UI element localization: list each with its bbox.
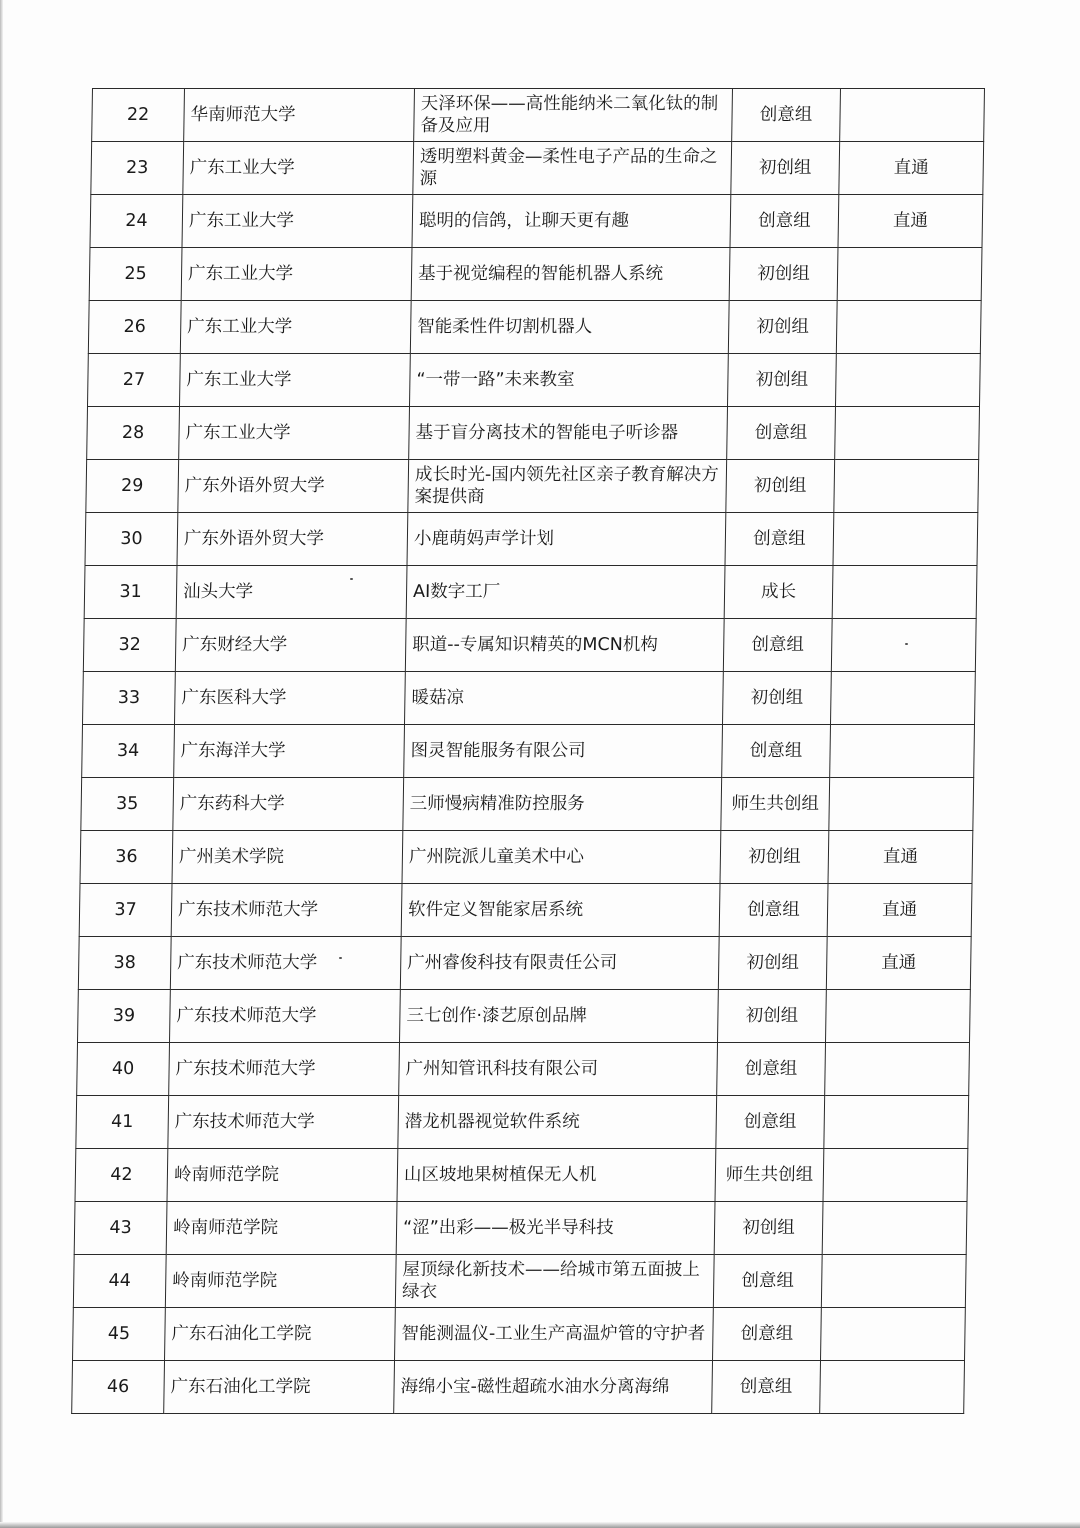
table-row: [78, 937, 971, 990]
row-number: 25: [89, 248, 182, 301]
project-name: 潜龙机器视觉软件系统: [398, 1096, 717, 1149]
school-name: 广州美术学院: [172, 831, 403, 884]
table-row: [81, 778, 974, 831]
table-row: [86, 460, 979, 513]
project-name: 天泽环保——高性能纳米二氧化钛的制备及应用: [414, 89, 733, 142]
row-number: 46: [72, 1361, 165, 1414]
table-row: [82, 725, 975, 778]
remark: [823, 1149, 968, 1202]
project-name: 屋顶绿化新技术——给城市第五面披上绿衣: [395, 1255, 714, 1308]
remark: [829, 778, 974, 831]
table-row: [73, 1255, 966, 1308]
school-name: 广东工业大学: [179, 407, 410, 460]
remark: [820, 1361, 965, 1414]
project-name: 软件定义智能家居系统: [401, 884, 720, 937]
remark: 直通: [826, 937, 971, 990]
remark: [836, 301, 981, 354]
school-name: 广东海洋大学: [174, 725, 405, 778]
remark: [831, 672, 976, 725]
school-name: 广东石油化工学院: [165, 1308, 396, 1361]
school-name: 广东石油化工学院: [164, 1361, 395, 1414]
group-category: 初创组: [720, 831, 829, 884]
group-category: 初创组: [718, 990, 827, 1043]
row-number: 43: [74, 1202, 167, 1255]
project-name: 广州睿俊科技有限责任公司: [400, 937, 719, 990]
project-name: 暖菇凉: [405, 672, 724, 725]
school-name: 广东技术师范大学: [170, 990, 401, 1043]
group-category: 创意组: [730, 195, 839, 248]
project-name: AI数字工厂: [406, 566, 725, 619]
row-number: 30: [85, 513, 178, 566]
table-row: [85, 513, 978, 566]
school-name: 广东医科大学: [175, 672, 406, 725]
school-name: 广东技术师范大学: [169, 1043, 400, 1096]
table-row: [91, 142, 984, 195]
table-row: [90, 195, 983, 248]
table-row: [77, 1043, 970, 1096]
group-category: 创意组: [725, 513, 834, 566]
remark: 直通: [828, 831, 973, 884]
remark: [832, 566, 977, 619]
group-category: 初创组: [726, 460, 835, 513]
scan-shadow-left: [0, 0, 3, 1528]
project-list-table: [71, 88, 985, 1414]
row-number: 39: [78, 990, 171, 1043]
row-number: 31: [84, 566, 177, 619]
group-category: 创意组: [716, 1096, 825, 1149]
remark: [822, 1202, 967, 1255]
remark: [835, 354, 980, 407]
school-name: 华南师范大学: [184, 89, 415, 142]
project-name: 广州院派儿童美术中心: [402, 831, 721, 884]
table-row: [79, 884, 972, 937]
group-category: 初创组: [728, 301, 837, 354]
row-number: 34: [82, 725, 175, 778]
project-name: 小鹿萌妈声学计划: [407, 513, 726, 566]
project-name: 海绵小宝-磁性超疏水油水分离海绵: [394, 1361, 713, 1414]
project-name: 透明塑料黄金—柔性电子产品的生命之源: [413, 142, 732, 195]
row-number: 41: [76, 1096, 169, 1149]
group-category: 创意组: [713, 1255, 822, 1308]
project-name: 三七创作·漆艺原创品牌: [400, 990, 719, 1043]
school-name: 广东技术师范大学: [171, 884, 402, 937]
school-name: 广东工业大学: [183, 142, 414, 195]
group-category: 初创组: [723, 672, 832, 725]
row-number: 29: [86, 460, 179, 513]
table-row: [87, 407, 980, 460]
project-name: 智能柔性件切割机器人: [410, 301, 729, 354]
project-name: 山区坡地果树植保无人机: [397, 1149, 716, 1202]
project-name: “涩”出彩——极光半导科技: [396, 1202, 715, 1255]
table-row: [76, 1096, 969, 1149]
group-category: 创意组: [713, 1308, 822, 1361]
table-row: [83, 619, 976, 672]
row-number: 23: [91, 142, 184, 195]
group-category: 师生共创组: [715, 1149, 824, 1202]
remark: [826, 990, 971, 1043]
row-number: 35: [81, 778, 174, 831]
remark: [833, 513, 978, 566]
row-number: 22: [92, 89, 185, 142]
group-category: 创意组: [722, 725, 831, 778]
table-row: [72, 1361, 965, 1414]
row-number: 37: [79, 884, 172, 937]
school-name: 广东技术师范大学: [168, 1096, 399, 1149]
table-row: [83, 672, 976, 725]
project-name: 智能测温仪-工业生产高温炉管的守护者: [395, 1308, 714, 1361]
school-name: 岭南师范学院: [166, 1202, 397, 1255]
row-number: 44: [73, 1255, 166, 1308]
row-number: 40: [77, 1043, 170, 1096]
school-name: 岭南师范学院: [167, 1149, 398, 1202]
remark: [834, 460, 979, 513]
table-row: [74, 1202, 967, 1255]
remark: 直通: [838, 195, 983, 248]
table-row: [89, 248, 982, 301]
project-name: “一带一路”未来教室: [409, 354, 728, 407]
group-category: 创意组: [727, 407, 836, 460]
project-name: 三师慢病精准防控服务: [403, 778, 722, 831]
school-name: 广东工业大学: [181, 248, 412, 301]
group-category: 创意组: [712, 1361, 821, 1414]
group-category: 创意组: [717, 1043, 826, 1096]
row-number: 45: [73, 1308, 166, 1361]
remark: 直通: [839, 142, 984, 195]
row-number: 26: [88, 301, 181, 354]
remark: [835, 407, 980, 460]
remark: [821, 1308, 966, 1361]
row-number: 24: [90, 195, 183, 248]
project-name: 基于盲分离技术的智能电子听诊器: [409, 407, 728, 460]
group-category: 初创组: [718, 937, 827, 990]
group-category: 成长: [724, 566, 833, 619]
remark: [831, 619, 976, 672]
remark: [825, 1043, 970, 1096]
row-number: 33: [83, 672, 176, 725]
row-number: 28: [87, 407, 180, 460]
school-name: 广东工业大学: [180, 301, 411, 354]
group-category: 创意组: [732, 89, 841, 142]
group-category: 创意组: [719, 884, 828, 937]
school-name: 汕头大学: [176, 566, 407, 619]
remark: [830, 725, 975, 778]
table-row: [92, 89, 985, 142]
project-name: 图灵智能服务有限公司: [404, 725, 723, 778]
table-row: [73, 1308, 966, 1361]
school-name: 广东外语外贸大学: [177, 513, 408, 566]
group-category: 初创组: [727, 354, 836, 407]
table-row: [87, 354, 980, 407]
group-category: 初创组: [714, 1202, 823, 1255]
remark: 直通: [827, 884, 972, 937]
project-name: 广州知管讯科技有限公司: [399, 1043, 718, 1096]
scan-shadow-bottom: [0, 1522, 1080, 1528]
school-name: 广东财经大学: [175, 619, 406, 672]
school-name: 岭南师范学院: [165, 1255, 396, 1308]
remark: [840, 89, 985, 142]
school-name: 广东工业大学: [182, 195, 413, 248]
remark: [821, 1255, 966, 1308]
row-number: 42: [75, 1149, 168, 1202]
school-name: 广东技术师范大学: [170, 937, 401, 990]
row-number: 27: [87, 354, 180, 407]
group-category: 初创组: [729, 248, 838, 301]
table-row: [88, 301, 981, 354]
project-name: 成长时光-国内领先社区亲子教育解决方案提供商: [408, 460, 727, 513]
table-row: [75, 1149, 968, 1202]
remark: [837, 248, 982, 301]
school-name: 广东外语外贸大学: [178, 460, 409, 513]
row-number: 32: [83, 619, 176, 672]
row-number: 38: [78, 937, 171, 990]
table-row: [84, 566, 977, 619]
group-category: 师生共创组: [721, 778, 830, 831]
school-name: 广东药科大学: [173, 778, 404, 831]
project-name: 基于视觉编程的智能机器人系统: [411, 248, 730, 301]
table-row: [78, 990, 971, 1043]
school-name: 广东工业大学: [179, 354, 410, 407]
remark: [824, 1096, 969, 1149]
project-name: 职道--专属知识精英的MCN机构: [405, 619, 724, 672]
project-name: 聪明的信鸽，让聊天更有趣: [412, 195, 731, 248]
table-row: [80, 831, 973, 884]
row-number: 36: [80, 831, 173, 884]
group-category: 初创组: [731, 142, 840, 195]
group-category: 创意组: [723, 619, 832, 672]
